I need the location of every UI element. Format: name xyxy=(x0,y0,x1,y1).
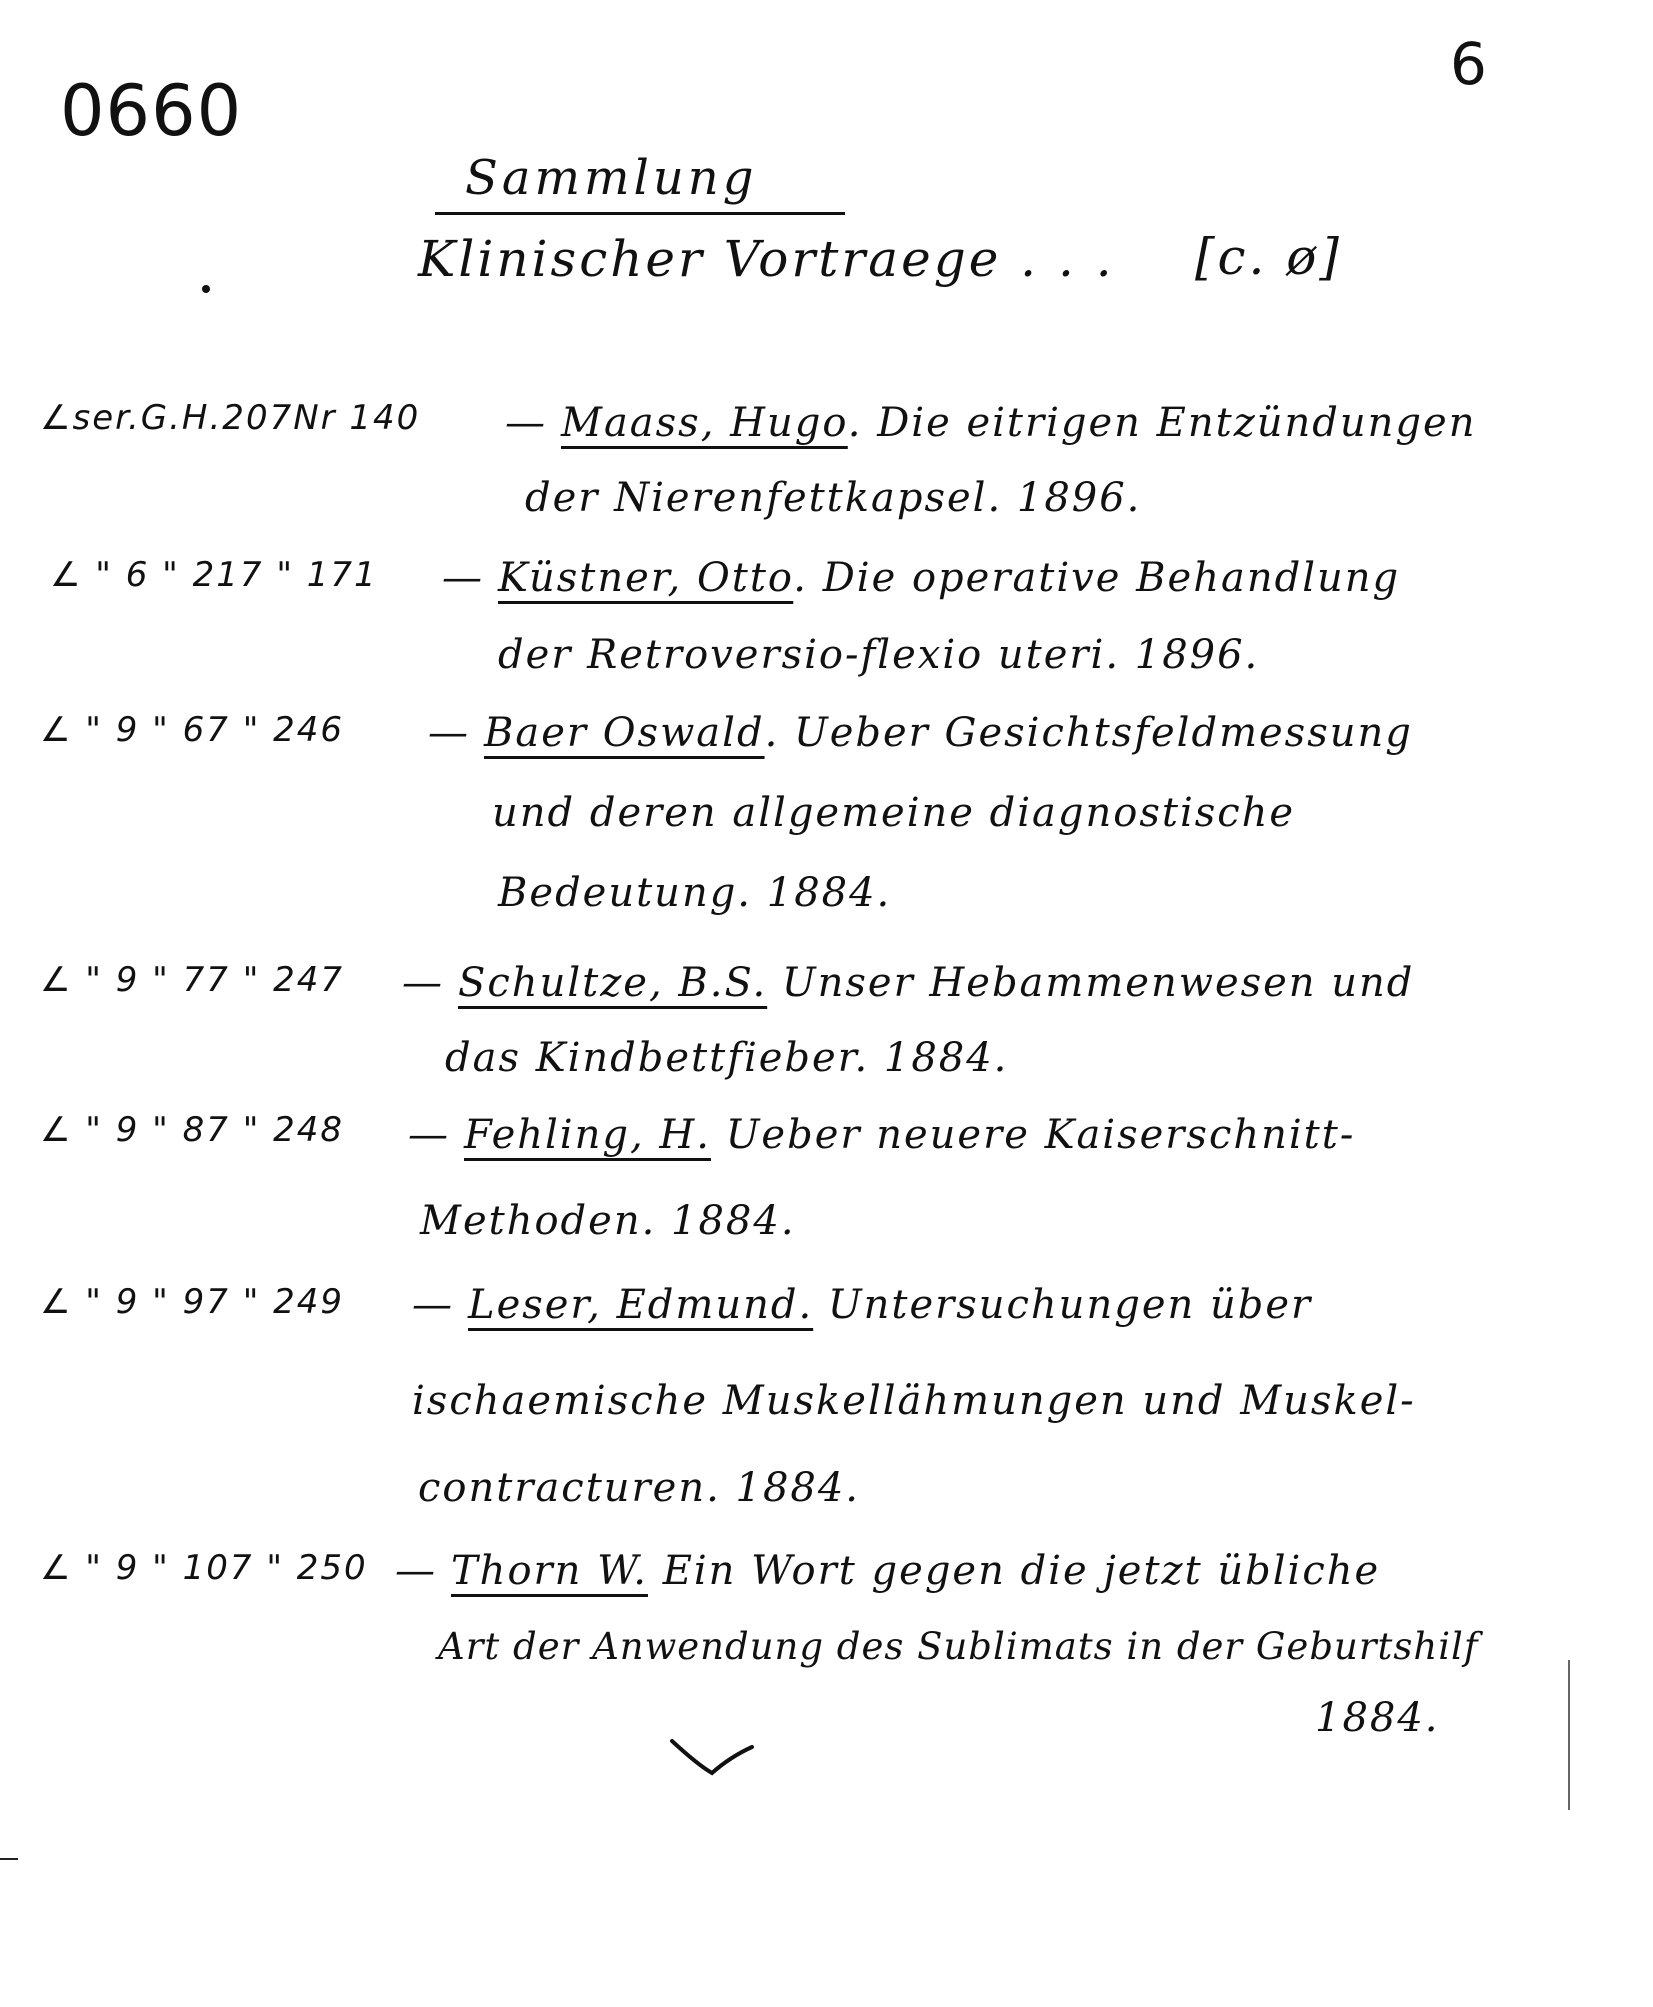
entry-title: Die operative Behandlung xyxy=(822,555,1401,601)
heading-bracket-note: [c. ø] xyxy=(1195,228,1342,286)
entry-line: — Leser, Edmund. Untersuchungen über xyxy=(412,1282,1313,1328)
page-number: 6 xyxy=(1450,30,1487,98)
entry-author: Leser, Edmund. xyxy=(468,1282,814,1328)
entry-line: der Nierenfettkapsel. 1896. xyxy=(525,475,1142,521)
entry-author: Baer Oswald xyxy=(484,710,765,756)
entry-line: 1884. xyxy=(1315,1695,1440,1741)
heading-underline xyxy=(435,212,845,215)
entry-line: — Schultze, B.S. Unser Hebammenwesen und xyxy=(402,960,1415,1006)
entry-line: — Küstner, Otto. Die operative Behandlung xyxy=(442,555,1401,601)
entry-line: contracturen. 1884. xyxy=(418,1465,861,1511)
card-number: 0660 xyxy=(60,70,243,152)
entry-title: Unser Hebammenwesen und xyxy=(781,960,1415,1006)
entry-shelfmark: ∠ser.G.H.207Nr 140 xyxy=(40,398,421,438)
entry-line: — Baer Oswald. Ueber Gesichtsfeldmessung xyxy=(428,710,1413,756)
entry-title: Ueber neuere Kaiserschnitt- xyxy=(725,1112,1356,1158)
scan-edge-mark xyxy=(0,1858,18,1860)
entry-line: — Fehling, H. Ueber neuere Kaiserschnitt- xyxy=(408,1112,1356,1158)
entry-line: der Retroversio-flexio uteri. 1896. xyxy=(498,632,1260,678)
entry-line: und deren allgemeine diagnostische xyxy=(492,790,1296,836)
entry-line: Methoden. 1884. xyxy=(420,1198,796,1244)
entry-title: Ein Wort gegen die jetzt übliche xyxy=(662,1548,1381,1594)
entry-line: — Thorn W. Ein Wort gegen die jetzt übliche xyxy=(395,1548,1381,1594)
entry-author: Küstner, Otto xyxy=(498,555,794,601)
entry-line: ischaemische Muskellähmungen und Muskel- xyxy=(412,1378,1416,1424)
entry-line: Bedeutung. 1884. xyxy=(498,870,892,916)
entry-title: Untersuchungen über xyxy=(827,1282,1313,1328)
check-mark-icon xyxy=(668,1735,758,1785)
entry-shelfmark: ∠ " 9 " 67 " 246 xyxy=(40,710,345,750)
entry-author: Thorn W. xyxy=(451,1548,648,1594)
scan-edge-mark xyxy=(1568,1660,1570,1810)
entry-shelfmark: ∠ " 9 " 97 " 249 xyxy=(40,1282,345,1322)
entry-author: Fehling, H. xyxy=(464,1112,711,1158)
entry-author: Schultze, B.S. xyxy=(458,960,768,1006)
entry-line: — Maass, Hugo. Die eitrigen Entzündungen xyxy=(505,400,1477,446)
entry-author: Maass, Hugo xyxy=(561,400,848,446)
entry-line: Art der Anwendung des Sublimats in der Geburtshilf xyxy=(438,1625,1479,1668)
heading-collection: Sammlung xyxy=(465,150,758,206)
entry-title: Ueber Gesichtsfeldmessung xyxy=(794,710,1413,756)
entry-title: Die eitrigen Entzündungen xyxy=(877,400,1477,446)
entry-shelfmark: ∠ " 6 " 217 " 171 xyxy=(50,555,378,595)
entry-line: das Kindbettfieber. 1884. xyxy=(445,1035,1009,1081)
entry-shelfmark: ∠ " 9 " 107 " 250 xyxy=(40,1548,368,1588)
stray-dot xyxy=(202,285,210,293)
heading-series-title: Klinischer Vortraege . . . xyxy=(418,230,1115,288)
entry-shelfmark: ∠ " 9 " 77 " 247 xyxy=(40,960,345,1000)
entry-shelfmark: ∠ " 9 " 87 " 248 xyxy=(40,1110,345,1150)
